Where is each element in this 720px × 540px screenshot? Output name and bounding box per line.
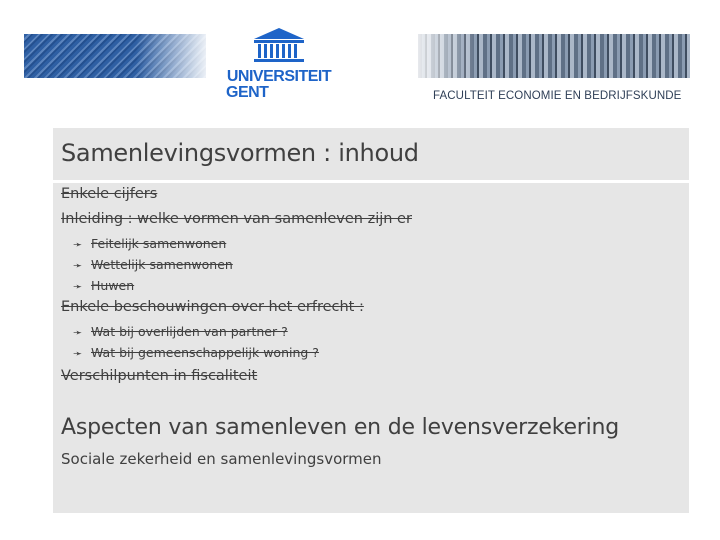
outline-subitem <box>73 345 319 360</box>
outline-item-text: Wettelijk samenwonen <box>91 257 233 272</box>
outline-subitem <box>73 236 226 251</box>
outline-subitem <box>73 278 134 293</box>
arrow-bullet-icon: ➛ <box>73 347 83 360</box>
slide-title: Samenlevingsvormen : inhoud <box>61 139 419 167</box>
title-panel <box>53 128 689 180</box>
logo-text-gent: GENT <box>226 84 269 101</box>
arrow-bullet-icon: ➛ <box>73 238 83 251</box>
outline-item-text: Inleiding : welke vormen van samenleven zijn er <box>61 211 412 227</box>
building-icon <box>250 26 308 64</box>
arrow-bullet-icon: ➛ <box>73 259 83 272</box>
content-panel <box>53 183 689 513</box>
outline-item-text: Wat bij gemeenschappelijk woning ? <box>91 345 319 360</box>
arrow-bullet-icon: ➛ <box>73 326 83 339</box>
outline-item <box>61 299 364 315</box>
outline-item <box>61 211 412 227</box>
outline-item-text: Wat bij overlijden van partner ? <box>91 324 288 339</box>
header-banner-right <box>418 34 690 78</box>
outline-item-text: Feitelijk samenwonen <box>91 236 227 251</box>
arrow-bullet-icon: ➛ <box>73 280 83 293</box>
header-banner-left <box>24 34 206 78</box>
outline-item <box>61 368 257 384</box>
logo-text-universiteit: UNIVERSITEIT <box>226 68 332 85</box>
outline-subitem <box>73 324 288 339</box>
faculty-name: FACULTEIT ECONOMIE EN BEDRIJFSKUNDE <box>433 90 682 102</box>
outline-item-text: Enkele cijfers <box>61 186 158 202</box>
outline-item <box>61 186 157 202</box>
outline-item-text: Huwen <box>91 278 135 293</box>
outline-item-text: Verschilpunten in fiscaliteit <box>61 368 258 384</box>
section-heading: Aspecten van samenleven en de levensverzekering <box>61 415 620 440</box>
university-logo <box>224 26 334 106</box>
outline-subitem <box>73 257 233 272</box>
section-subheading: Sociale zekerheid en samenlevingsvormen <box>61 450 382 468</box>
outline-item-text: Enkele beschouwingen over het erfrecht : <box>61 299 364 315</box>
